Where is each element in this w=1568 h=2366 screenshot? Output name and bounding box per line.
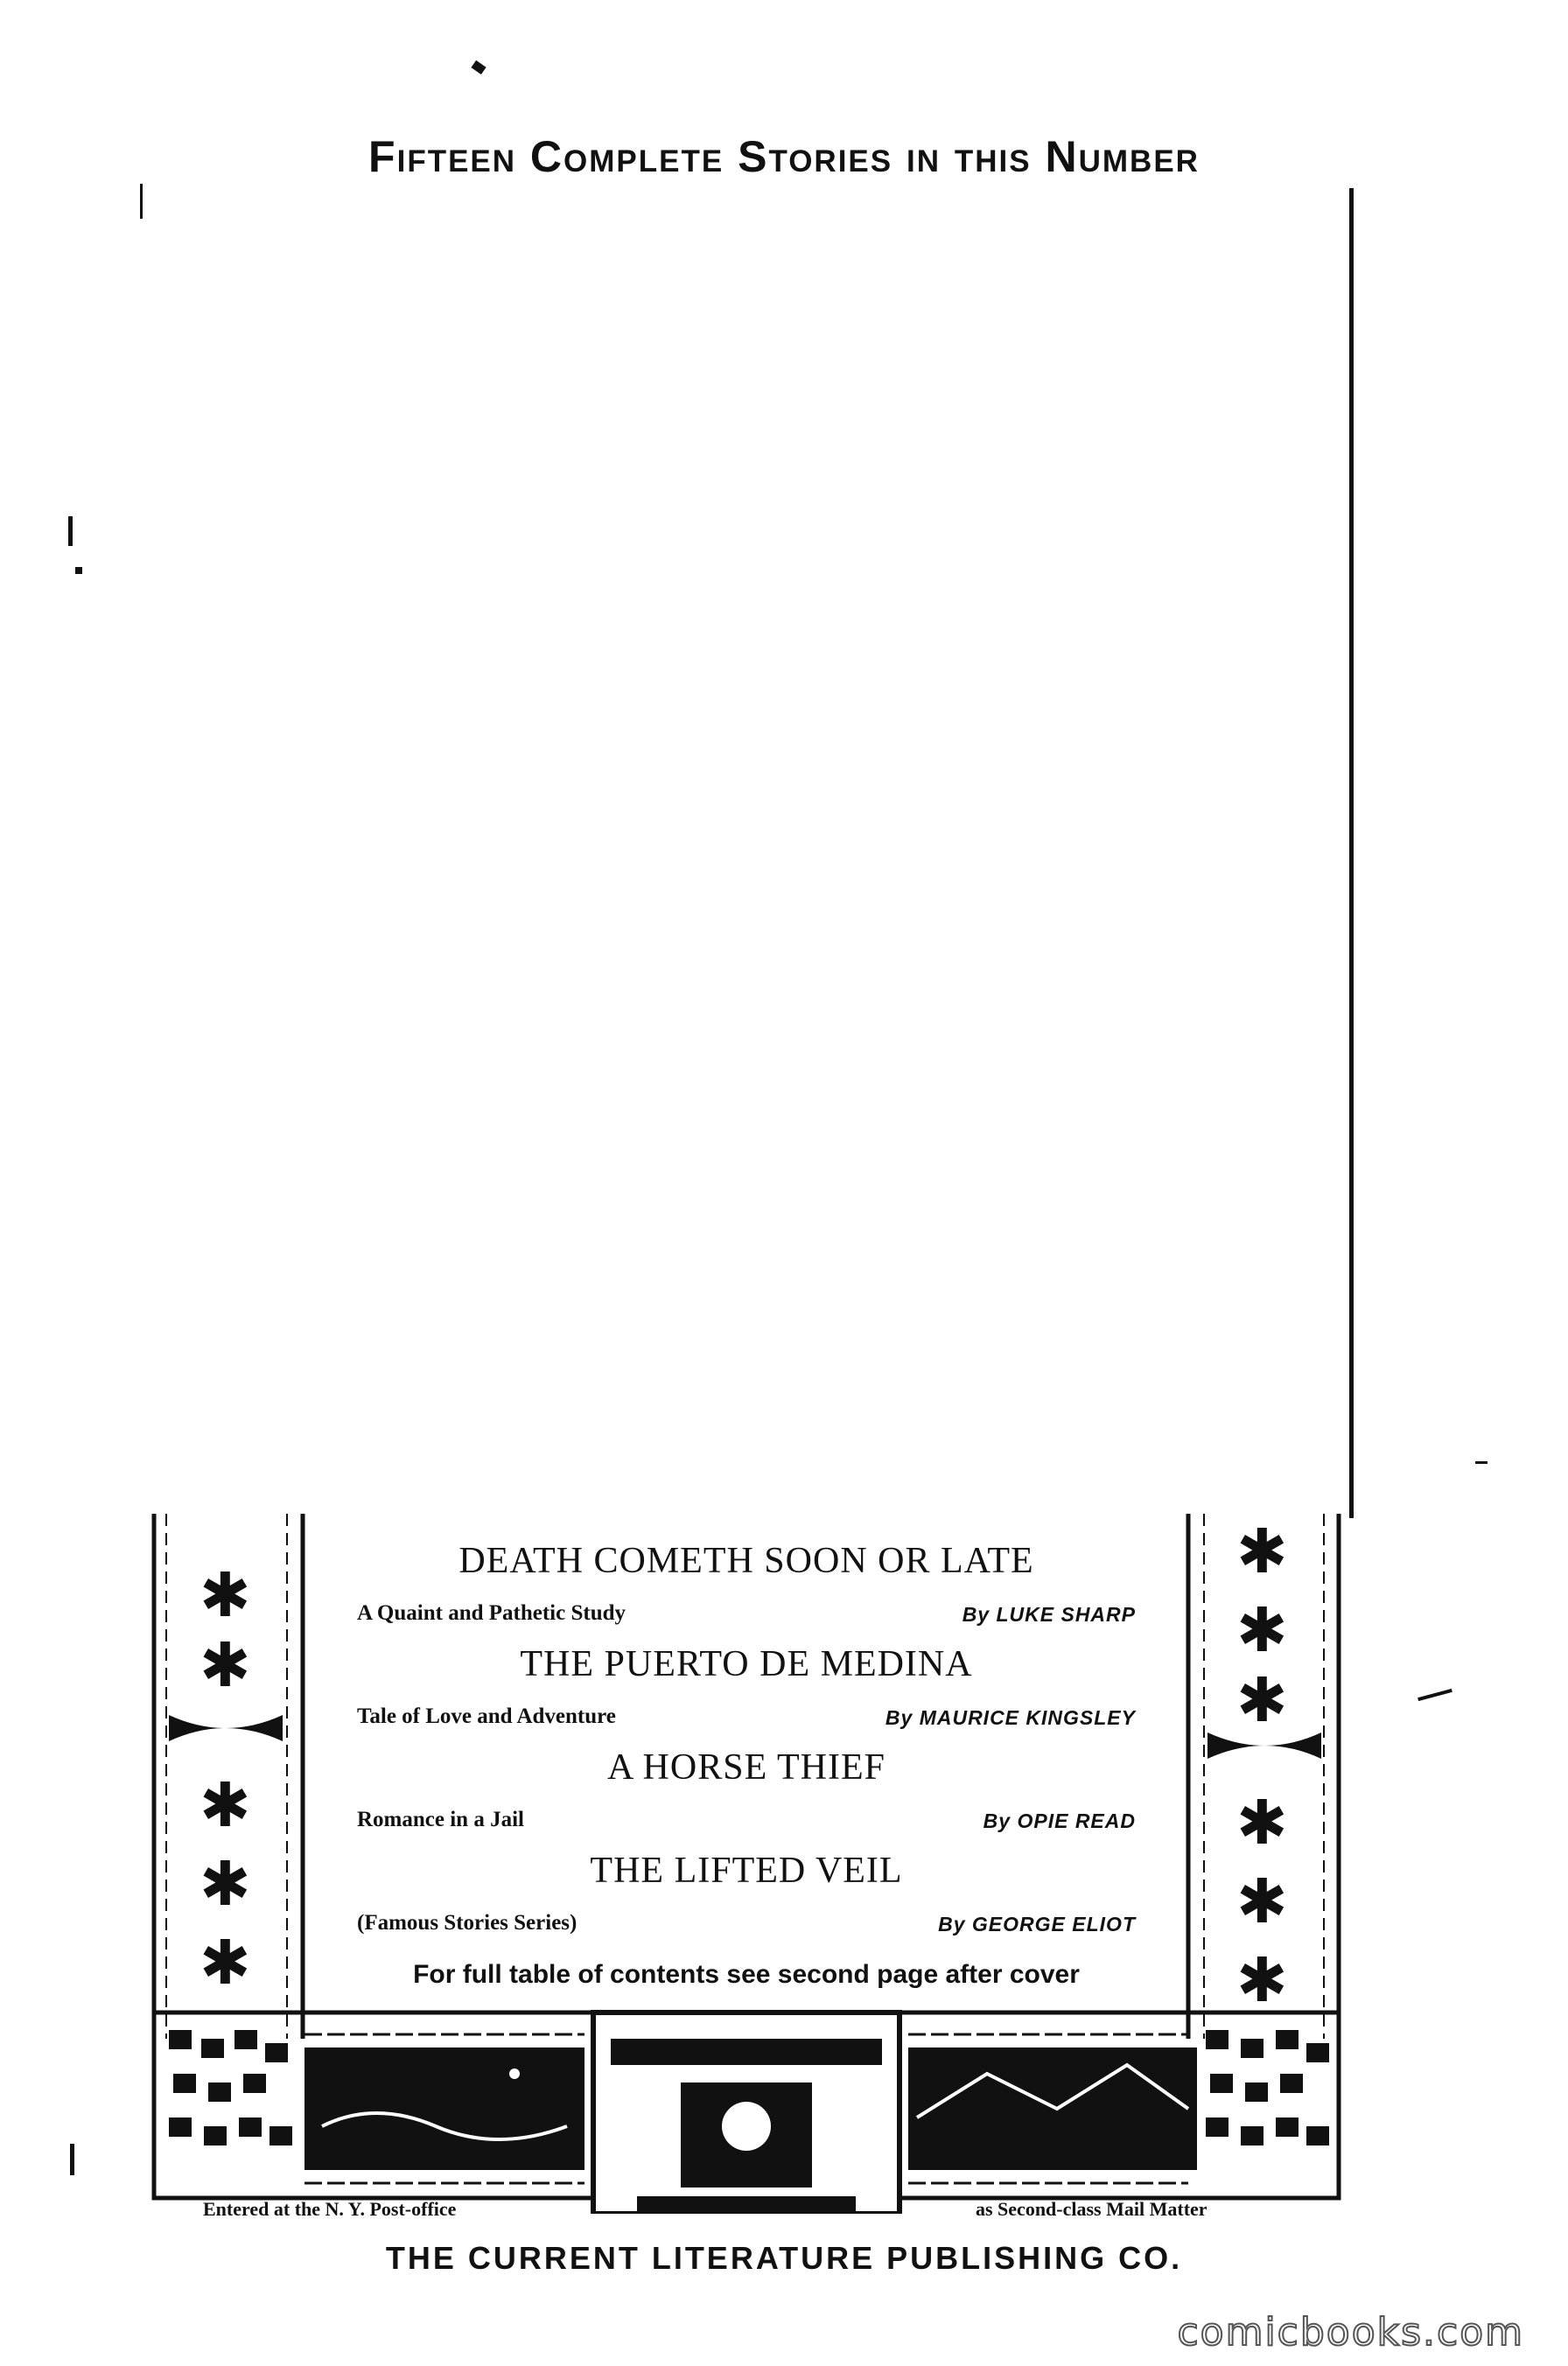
story-byline: By MAURICE KINGSLEY (885, 1706, 1136, 1729)
snowflake-ornament-icon: ✱ (200, 1563, 251, 1630)
snowflake-ornament-icon: ✱ (200, 1773, 251, 1840)
snowflake-ornament-icon: ✱ (1236, 1668, 1288, 1735)
scan-speck (70, 2144, 74, 2175)
story-subtitle: A Quaint and Pathetic Study (357, 1601, 626, 1625)
ornamental-frame (147, 1514, 1346, 2214)
entry-notice-right: as Second-class Mail Matter (976, 2198, 1208, 2220)
story-subtitle: Tale of Love and Adventure (357, 1704, 616, 1728)
publisher-name: THE CURRENT LITERATURE PUBLISHING CO. (385, 2240, 1183, 2276)
scan-speck (68, 516, 73, 546)
snowflake-ornament-icon: ✱ (1236, 1948, 1288, 2015)
story-title: THE PUERTO DE MEDINA (520, 1644, 973, 1684)
snowflake-ornament-icon: ✱ (200, 1633, 251, 1700)
story-byline: By GEORGE ELIOT (938, 1913, 1136, 1936)
scan-speck (1475, 1461, 1488, 1464)
page-headline: Fifteen Complete Stories in this Number (368, 132, 1200, 181)
story-byline: By OPIE READ (983, 1810, 1136, 1832)
snowflake-ornament-icon: ✱ (200, 1852, 251, 1919)
snowflake-ornament-icon: ✱ (1236, 1869, 1288, 1936)
right-margin-rule (1349, 188, 1354, 1518)
story-subtitle: Romance in a Jail (357, 1808, 524, 1831)
story-list (304, 1514, 1188, 2012)
scan-speck (75, 567, 82, 574)
story-title: THE LIFTED VEIL (590, 1851, 903, 1891)
snowflake-ornament-icon: ✱ (1236, 1598, 1288, 1665)
watermark-text: comicbooks.com (1177, 2310, 1524, 2355)
entry-notice-left: Entered at the N. Y. Post-office (203, 2198, 457, 2220)
snowflake-ornament-icon: ✱ (1236, 1519, 1288, 1586)
story-title: A HORSE THIEF (607, 1747, 886, 1788)
story-byline: By LUKE SHARP (962, 1603, 1136, 1626)
story-subtitle: (Famous Stories Series) (357, 1911, 578, 1935)
snowflake-ornament-icon: ✱ (1236, 1790, 1288, 1858)
story-title: DEATH COMETH SOON OR LATE (458, 1541, 1034, 1581)
scan-speck (471, 60, 486, 74)
snowflake-ornament-icon: ✱ (200, 1930, 251, 1998)
contents-note: For full table of contents see second page after cover (413, 1960, 1080, 1989)
scan-speck (1418, 1689, 1452, 1701)
left-margin-tick (140, 184, 143, 219)
